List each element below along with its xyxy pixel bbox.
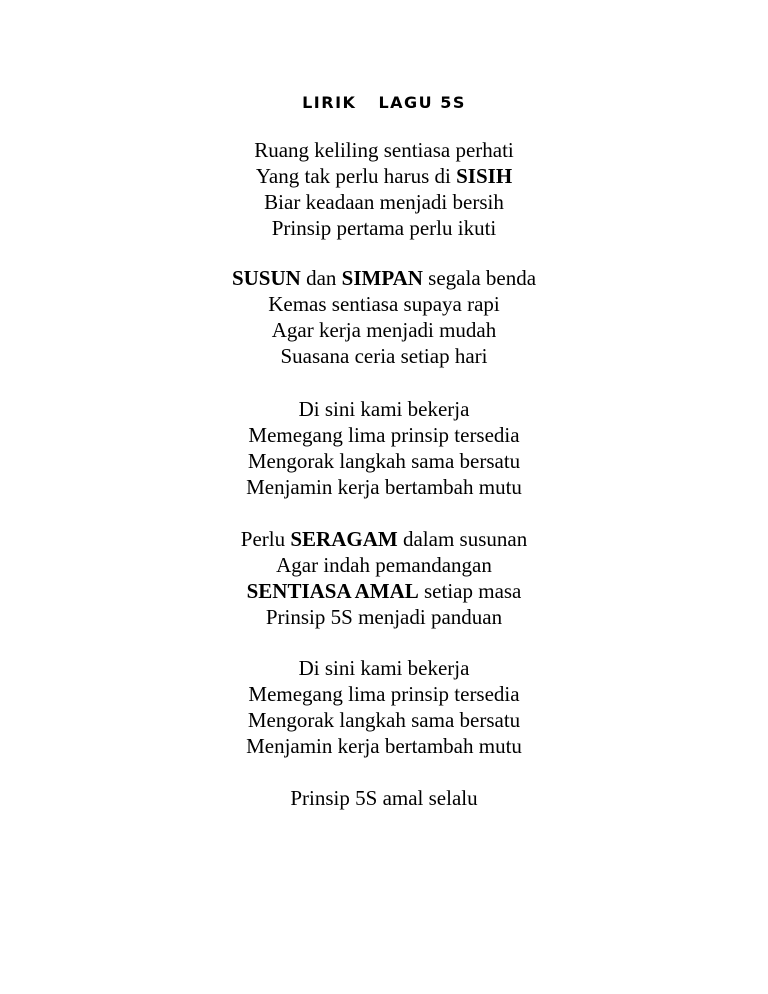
lyric-line: Biar keadaan menjadi bersih: [264, 190, 504, 214]
lyric-line: Menjamin kerja bertambah mutu: [246, 734, 522, 758]
lyric-line: Kemas sentiasa supaya rapi: [268, 292, 500, 316]
keyword-sisih: SISIH: [456, 164, 513, 188]
stanza-2: [0, 265, 768, 369]
lyric-line: SUSUN dan SIMPAN segala benda: [231, 266, 537, 290]
lyric-line: Prinsip 5S amal selalu: [290, 786, 478, 810]
lyric-line: Di sini kami bekerja: [298, 656, 470, 680]
lyric-line: Ruang keliling sentiasa perhati: [254, 138, 514, 162]
lyric-line: Memegang lima prinsip tersedia: [248, 423, 520, 447]
lyric-line: Menjamin kerja bertambah mutu: [246, 475, 522, 499]
stanza-4: [0, 526, 768, 630]
lyric-line: Prinsip 5S menjadi panduan: [265, 605, 503, 629]
page-title: [0, 92, 768, 114]
lyric-line: Perlu SERAGAM dalam susunan: [240, 527, 528, 551]
lyric-line: Agar kerja menjadi mudah: [271, 318, 497, 342]
lyric-line: Mengorak langkah sama bersatu: [247, 449, 521, 473]
lyric-line: Suasana ceria setiap hari: [280, 344, 488, 368]
lyric-line: Mengorak langkah sama bersatu: [247, 708, 521, 732]
stanza-6-closing: [0, 785, 768, 811]
lyric-line: Yang tak perlu harus di SISIH: [255, 164, 513, 188]
lyric-line: SENTIASA AMAL setiap masa: [246, 579, 522, 603]
lyric-line: Memegang lima prinsip tersedia: [248, 682, 520, 706]
stanza-1: [0, 137, 768, 241]
keyword-seragam: SERAGAM: [290, 527, 398, 551]
keyword-sentiasa-amal: SENTIASA AMAL: [246, 579, 419, 603]
title-word-2: LAGU 5S: [378, 93, 466, 112]
stanza-3-chorus: [0, 396, 768, 500]
lyric-line: Di sini kami bekerja: [298, 397, 470, 421]
title-word-1: LIRIK: [302, 93, 357, 112]
lyric-line: Agar indah pemandangan: [276, 553, 492, 577]
stanza-5-chorus: [0, 655, 768, 759]
keyword-susun: SUSUN: [231, 266, 301, 290]
lyric-line: Prinsip pertama perlu ikuti: [271, 216, 497, 240]
keyword-simpan: SIMPAN: [341, 266, 423, 290]
